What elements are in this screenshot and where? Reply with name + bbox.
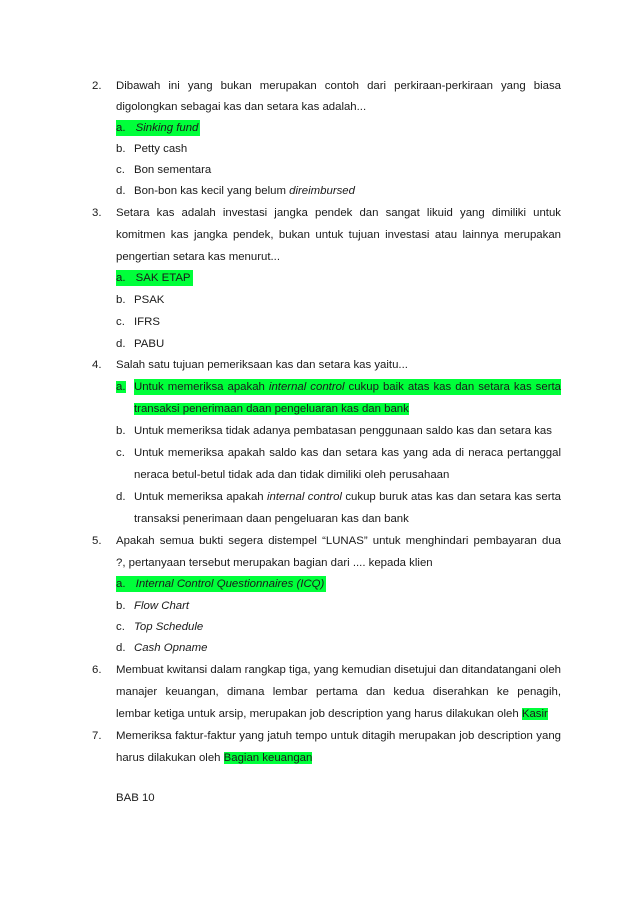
question-text-with-answer: lembar ketiga untuk arsip, merupakan job description yang harus dilakukan oleh Kasir [116,708,548,720]
option-text: IFRS [134,316,160,328]
question-text: Salah satu tujuan pemeriksaan kas dan setara kas yaitu... [116,359,408,371]
option-letter: b. [116,600,126,612]
option-letter: d. [116,491,126,503]
question-number: 6. [92,664,102,676]
question-text: Membuat kwitansi dalam rangkap tiga, yang kemudian disetujui dan ditandatangani oleh [116,664,561,676]
option-letter: a. [116,578,126,590]
question-text: Setara kas adalah investasi jangka pendek dan sangat likuid yang dimiliki untuk [116,207,561,219]
option-letter: c. [116,164,125,176]
option-text: Untuk memeriksa tidak adanya pembatasan penggunaan saldo kas dan setara kas [134,425,552,437]
question-number: 7. [92,730,102,742]
option-letter: d. [116,642,126,654]
question-text: pengertian setara kas menurut... [116,251,280,263]
question-text-with-answer: harus dilakukan oleh Bagian keuangan [116,752,313,764]
option-text: transaksi penerimaan daan pengeluaran kas dan bank [134,513,409,525]
option-text: Flow Chart [134,600,190,612]
option-italic-text: direimbursed [289,185,355,197]
option-text: Untuk memeriksa apakah internal control cukup buruk atas kas dan setara kas serta [134,491,561,503]
option-letter: c. [116,621,125,633]
option-4a-text: Untuk memeriksa apakah internal control cukup baik atas kas dan setara kas serta [134,381,561,393]
question-text: Memeriksa faktur-faktur yang jatuh tempo untuk ditagih merupakan job description yang [116,730,561,742]
option-4a-text-cont: transaksi penerimaan daan pengeluaran kas dan bank [134,403,409,415]
question-text: digolongkan sebagai kas dan setara kas adalah... [116,101,367,113]
chapter-label: BAB 10 [116,792,155,804]
option-letter: c. [116,447,125,459]
option-text: Bon sementara [134,164,212,176]
option-text: neraca betul-betul tidak ada dan tidak dimiliki oleh perusahaan [134,469,450,481]
option-letter: c. [116,316,125,328]
question-text: ?, pertanyaan tersebut merupakan bagian dari .... kepada klien [116,557,433,569]
option-text: Sinking fund [135,122,199,134]
option-letter: d. [116,185,126,197]
option-letter: b. [116,294,126,306]
option-letter: b. [116,425,126,437]
question-number: 5. [92,535,102,547]
option-letter: a. [116,272,126,284]
question-text: komitmen kas jangka pendek, bukan untuk tujuan investasi atau lainnya merupakan [116,229,561,241]
question-number: 4. [92,359,102,371]
option-text: Cash Opname [134,642,208,654]
answer-highlight: Bagian keuangan [223,752,313,764]
answer-highlight: Kasir [521,708,548,720]
question-number: 3. [92,207,102,219]
option-letter: a. [116,122,126,134]
question-text: manajer keuangan, dimana lembar pertama dan kedua diserahkan ke penagih, [116,686,561,698]
question-number: 2. [92,80,102,92]
option-4a-letter: a. [116,381,126,393]
option-letter: d. [116,338,126,350]
option-text: SAK ETAP [135,272,191,284]
option-text: PSAK [134,294,165,306]
question-text: Dibawah ini yang bukan merupakan contoh dari perkiraan-perkiraan yang biasa [116,80,561,92]
option-text: Untuk memeriksa apakah saldo kas dan setara kas yang ada di neraca pertanggal [134,447,561,459]
option-text: PABU [134,338,165,350]
option-text: Internal Control Questionnaires (ICQ) [135,578,325,590]
question-text: Apakah semua bukti segera distempel “LUNAS” untuk menghindari pembayaran dua [116,535,561,547]
option-text: Petty cash [134,143,188,155]
option-letter: b. [116,143,126,155]
option-text: Top Schedule [134,621,204,633]
option-text: Bon-bon kas kecil yang belum [134,185,290,197]
